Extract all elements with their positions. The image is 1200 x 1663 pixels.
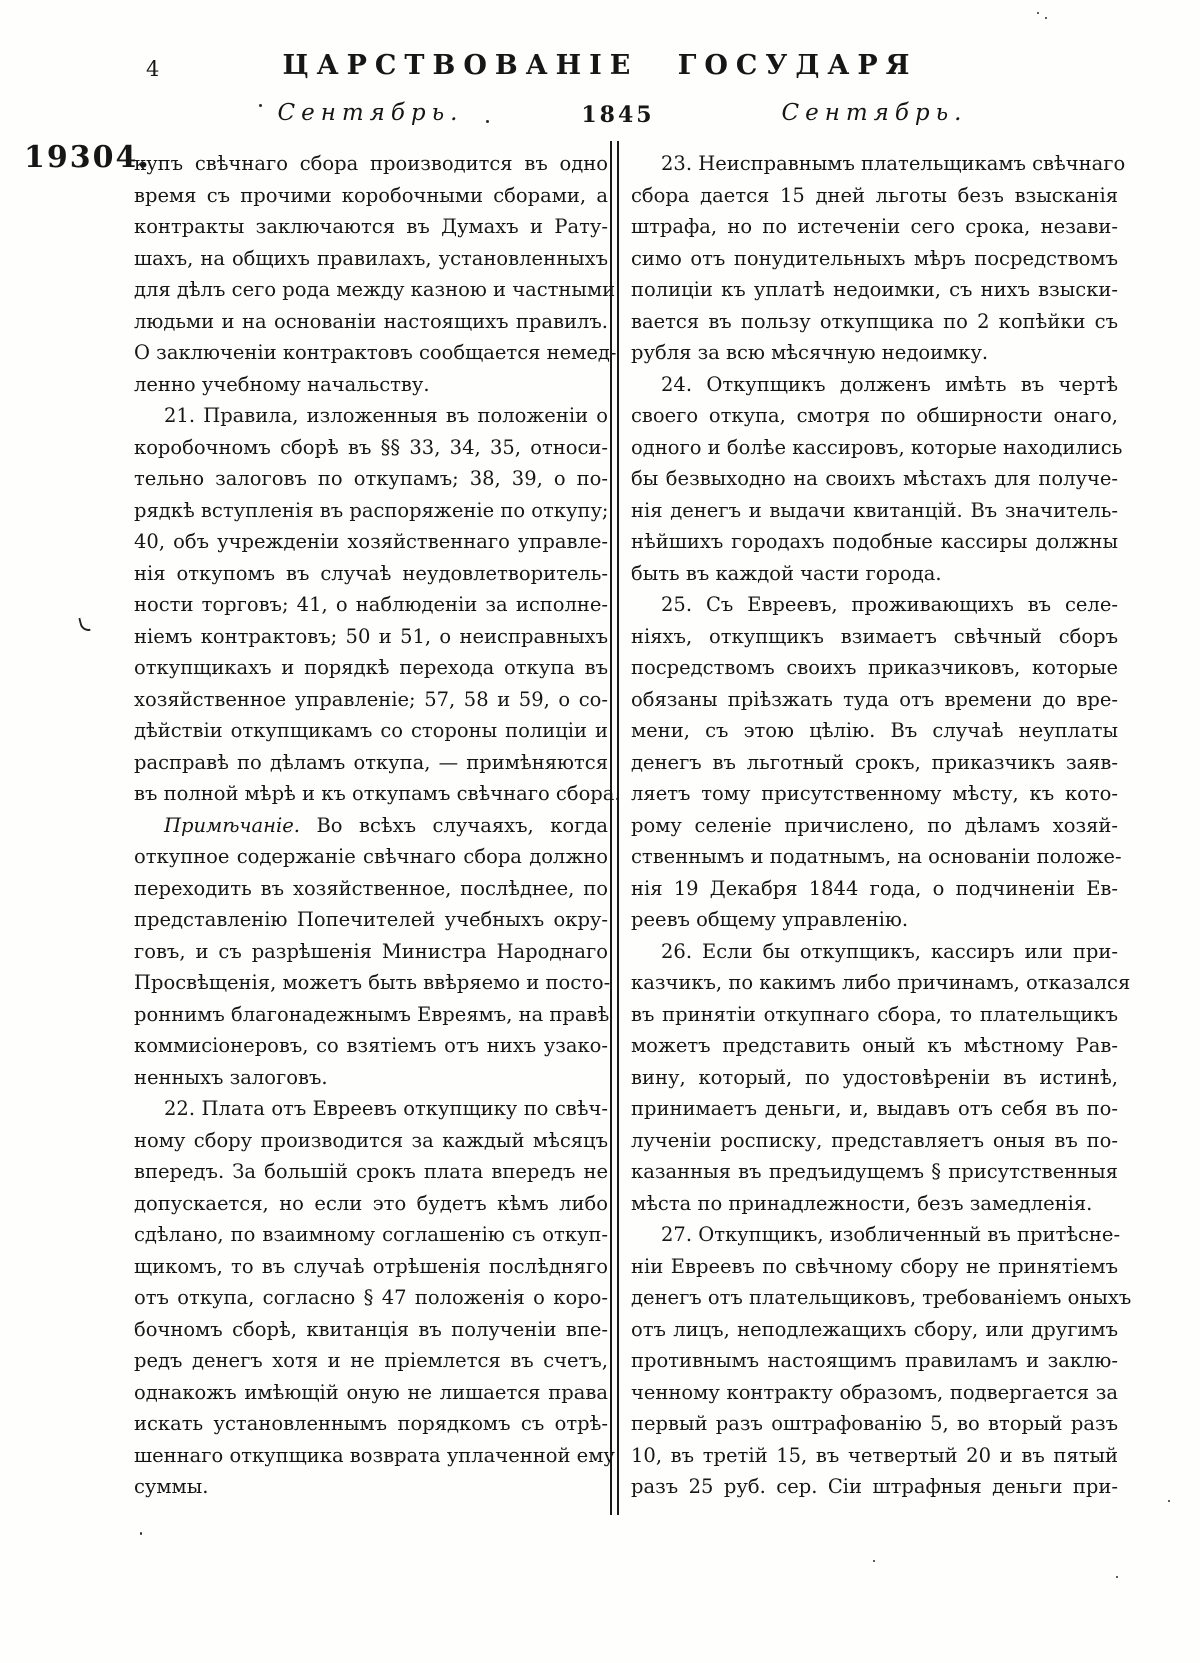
text-line: нѣйшихъ городахъ подобные кассиры должны xyxy=(631,530,1118,553)
text-line: 40, объ учрежденіи хозяйственнаго управле- xyxy=(134,530,608,553)
text-line: откупщикахъ и порядкѣ перехода откупа въ xyxy=(134,656,608,679)
ink-speck xyxy=(1037,12,1039,14)
text-line: нія откупомъ въ случаѣ неудовлетворитель- xyxy=(134,561,608,585)
text-line: однакожъ имѣющій оную не лишается права xyxy=(134,1380,608,1404)
text-line: 10, въ третій 15, въ четвертый 20 и въ пятый xyxy=(631,1443,1118,1467)
text-line: 24. Откупщикъ долженъ имѣть въ чертѣ xyxy=(661,372,1118,396)
header-month-left: Сентябрь. xyxy=(277,100,464,126)
ink-speck xyxy=(873,1560,875,1562)
ink-squiggle xyxy=(78,616,90,633)
ink-speck xyxy=(1045,17,1047,19)
text-line: впередъ. За большій срокъ плата впередъ не xyxy=(134,1160,608,1183)
text-line: мѣста по принадлежности, безъ замедленія. xyxy=(631,1191,1093,1215)
text-line: время съ прочими коробочными сборами, а xyxy=(134,183,608,207)
text-line: переходить въ хозяйственное, послѣднее, по xyxy=(134,876,608,900)
text-line: для дѣлъ сего рода между казною и частными xyxy=(134,278,616,301)
text-line: рядкѣ вступленія въ распоряженіе по откупу; xyxy=(134,498,609,522)
text-line: ніяхъ, откупщикъ взимаетъ свѣчный сборъ xyxy=(631,624,1118,648)
text-line: полиціи къ уплатѣ недоимки, съ нихъ взыски- xyxy=(631,278,1118,301)
text-line: 25. Съ Евреевъ, проживающихъ въ селе- xyxy=(661,593,1118,616)
text-line: своего откупа, смотря по обширности онаго, xyxy=(631,404,1118,427)
text-line: вину, который, по удостовѣреніи въ истинѣ, xyxy=(631,1065,1118,1089)
text-line: мени, съ этою цѣлію. Въ случаѣ неуплаты xyxy=(631,719,1118,742)
text-line: дѣйствіи откупщикамъ со стороны полиціи и xyxy=(134,719,608,742)
text-line: принимаетъ деньги, и, выдавъ отъ себя въ по- xyxy=(631,1097,1118,1120)
right-column xyxy=(631,148,1132,1503)
page-title: ЦАРСТВОВАНІЕ ГОСУДАРЯ xyxy=(282,50,918,81)
ink-speck xyxy=(140,1532,142,1535)
text-line: рому селеніе причислено, по дѣламъ хозяй- xyxy=(631,813,1118,837)
text-line: ненныхъ залоговъ. xyxy=(134,1065,328,1089)
text-line: искать установленнымъ порядкомъ съ отрѣ- xyxy=(134,1412,608,1435)
text-line: быть въ каждой части города. xyxy=(631,561,942,585)
text-line: людьми и на основаніи настоящихъ правилъ. xyxy=(134,309,608,333)
text-line: представленію Попечителей учебныхъ окру- xyxy=(134,908,608,931)
text-line: допускается, но если это будетъ кѣмъ либо xyxy=(134,1191,608,1215)
text-line: ственнымъ и податнымъ, на основаніи положе- xyxy=(631,845,1122,868)
text-line: ляетъ тому присутственному мѣсту, къ кото- xyxy=(631,782,1118,805)
header-month-right: Сентябрь. xyxy=(781,100,968,126)
text-line: откупное содержаніе свѣчнаго сбора должно xyxy=(134,845,608,868)
text-line: отъ откупа, согласно § 47 положенія о коро- xyxy=(134,1286,608,1309)
text-line: ленно учебному начальству. xyxy=(134,372,430,396)
text-line: посредствомъ своихъ приказчиковъ, которые xyxy=(631,656,1118,679)
text-line: денегъ въ льготный срокъ, приказчикъ заяв- xyxy=(631,750,1118,774)
text-line: коробочномъ сборѣ въ §§ 33, 34, 35, относи- xyxy=(134,435,608,459)
text-line: разъ 25 руб. сер. Сіи штрафныя деньги при- xyxy=(631,1475,1118,1498)
left-column xyxy=(134,148,621,1503)
text-line: сбора дается 15 дней льготы безъ взысканія xyxy=(631,183,1118,207)
text-line: ченному контракту образомъ, подвергается за xyxy=(631,1380,1118,1404)
text-line: отъ лицъ, неподлежащихъ сбору, или другимъ xyxy=(631,1317,1118,1341)
text-line: сдѣлано, по взаимному соглашенію съ откуп- xyxy=(134,1223,608,1246)
text-line: обязаны пріѣзжать туда отъ времени до вре- xyxy=(631,687,1118,711)
text-line: 22. Плата отъ Евреевъ откупщику по свѣч- xyxy=(164,1097,608,1120)
text-line: щикомъ, то въ случаѣ отрѣшенія послѣдняго xyxy=(134,1254,608,1278)
text-line: 23. Неисправнымъ плательщикамъ свѣчнаго xyxy=(661,152,1126,175)
text-line: денегъ отъ плательщиковъ, требованіемъ оныхъ xyxy=(631,1286,1132,1309)
ink-speck xyxy=(486,120,489,123)
text-line: шахъ, на общихъ правилахъ, установленныхъ xyxy=(134,246,608,270)
text-line: можетъ представить оный къ мѣстному Рав- xyxy=(631,1034,1118,1057)
text-line: 21. Правила, изложенныя въ положеніи о xyxy=(164,404,608,427)
header-year: 1845 xyxy=(581,102,655,128)
text-line: расправѣ по дѣламъ откупа, — примѣняются xyxy=(134,750,608,774)
text-line: суммы. xyxy=(134,1475,209,1498)
text-line: рубля за всю мѣсячную недоимку. xyxy=(631,341,989,364)
text-line: ніи Евреевъ по свѣчному сбору не принятіемъ xyxy=(631,1254,1118,1278)
italic-lead-word: Примѣчаніе. xyxy=(164,813,300,837)
text-line: 27. Откупщикъ, изобличенный въ притѣсне- xyxy=(661,1223,1121,1246)
text-line: роннимъ благонадежнымъ Евреямъ, на правѣ xyxy=(134,1002,610,1026)
text-line: бочномъ сборѣ, квитанція въ полученіи впе- xyxy=(134,1317,608,1341)
text-line: бы безвыходно на своихъ мѣстахъ для получе- xyxy=(631,467,1118,490)
text-line: Просвѣщенія, можетъ быть ввѣряемо и посто- xyxy=(134,971,611,994)
text-line: нія 19 Декабря 1844 года, о подчиненіи Ев- xyxy=(631,876,1118,900)
text-line: одного и болѣе кассировъ, которые находились xyxy=(631,435,1123,459)
text-line: купъ свѣчнаго сбора производится въ одно xyxy=(134,152,608,175)
text-line: казанныя въ предъидущемъ § присутственныя xyxy=(631,1160,1118,1183)
text-line: коммисіонеровъ, со взятіемъ отъ нихъ узако- xyxy=(134,1034,608,1057)
text-line: ности торговъ; 41, о наблюденіи за исполне- xyxy=(134,593,608,616)
ink-speck xyxy=(259,104,262,107)
text-line: нія денегъ и выдачи квитанцій. Въ значитель- xyxy=(631,498,1118,522)
text-line: въ полной мѣрѣ и къ откупамъ свѣчнаго сбора. xyxy=(134,782,621,805)
text-line: штрафа, но по истеченіи сего срока, незави- xyxy=(631,215,1118,238)
text-line: редъ денегъ хотя и не пріемлется въ счетъ, xyxy=(134,1349,608,1372)
page-number: 4 xyxy=(146,57,160,81)
text-line: говъ, и съ разрѣшенія Министра Народнаго xyxy=(134,939,608,963)
text-line: хозяйственное управленіе; 57, 58 и 59, о со- xyxy=(134,687,608,711)
text-line: реевъ общему управленію. xyxy=(631,908,909,931)
act-number: 19304. xyxy=(24,140,151,175)
text-line: симо отъ понудительныхъ мѣръ посредствомъ xyxy=(631,246,1118,270)
text-line: въ принятіи откупнаго сбора, то плательщикъ xyxy=(631,1002,1118,1026)
text-line: О заключеніи контрактовъ сообщается немед- xyxy=(134,341,617,364)
text-line: шеннаго откупщика возврата уплаченной ему xyxy=(134,1443,615,1467)
text-line: тельно залоговъ по откупамъ; 38, 39, о по- xyxy=(134,467,608,490)
text-line: 26. Если бы откупщикъ, кассиръ или при- xyxy=(661,939,1118,963)
ink-speck xyxy=(1116,1576,1118,1578)
text-line: ніемъ контрактовъ; 50 и 51, о неисправныхъ xyxy=(134,624,608,648)
text-line: Примѣчаніе. Во всѣхъ случаяхъ, когда xyxy=(164,813,608,837)
text-line: казчикъ, по какимъ либо причинамъ, отказался xyxy=(631,971,1131,994)
ink-speck xyxy=(1168,1500,1170,1502)
text-line: контракты заключаются въ Думахъ и Рату- xyxy=(134,215,608,238)
text-line: первый разъ оштрафованію 5, во вторый разъ xyxy=(631,1412,1118,1435)
text-line: противнымъ настоящимъ правиламъ и заклю- xyxy=(631,1349,1118,1372)
text-line: ному сбору производится за каждый мѣсяцъ xyxy=(134,1128,608,1152)
text-line: лученіи росписку, представляетъ оныя въ по- xyxy=(631,1128,1118,1152)
text-line: вается въ пользу откупщика по 2 копѣйки съ xyxy=(631,309,1118,333)
